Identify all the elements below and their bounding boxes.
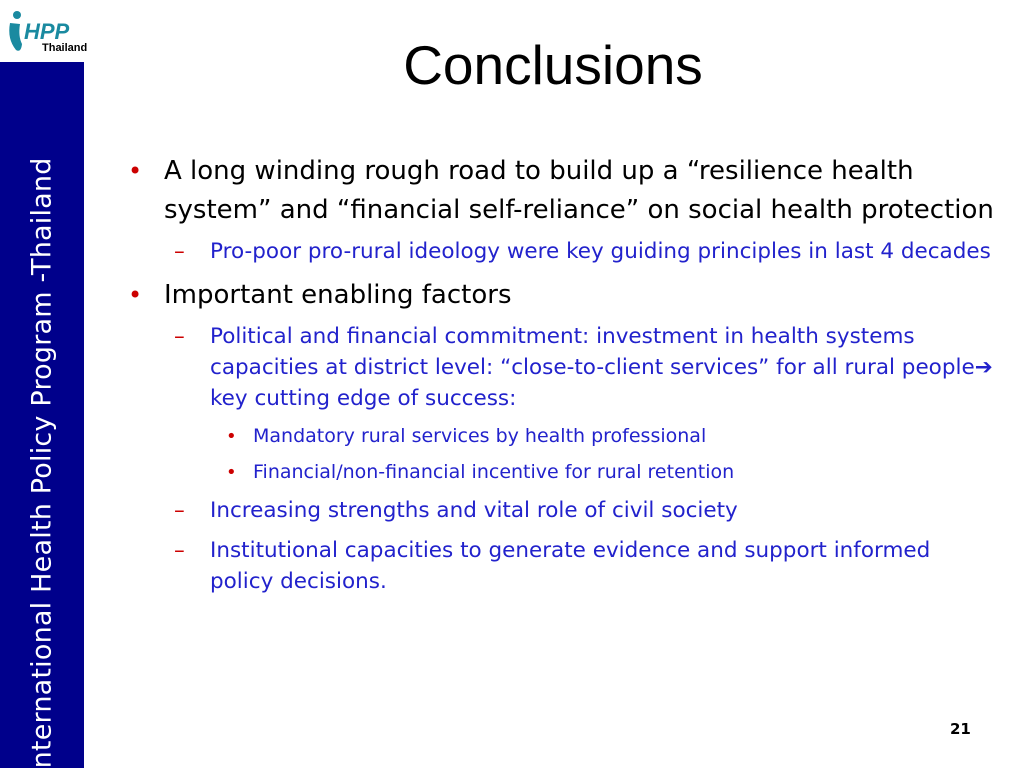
sub-bullet-item	[174, 321, 998, 414]
dash-marker: –	[174, 324, 185, 349]
dash-marker: –	[174, 239, 185, 264]
bullet-marker: •	[226, 462, 237, 483]
logo-subtext: Thailand	[42, 42, 88, 54]
bullet-item	[128, 276, 998, 315]
logo-graphic	[4, 6, 88, 58]
sidebar-band	[0, 62, 84, 777]
sub-bullet-item	[174, 236, 998, 267]
sub-bullet-text-after-arrow: key cutting edge of success:	[210, 386, 517, 411]
dash-marker: –	[174, 538, 185, 563]
sub-bullet-text: Pro-poor pro-rural ideology were key guiding principles in last 4 decades	[210, 239, 991, 264]
sub-bullet-text: Institutional capacities to generate evidence and support informed policy decisions.	[210, 538, 931, 594]
bullet-item	[128, 152, 998, 230]
sub-bullet-text: Increasing strengths and vital role of civil society	[210, 498, 738, 523]
bullet-text: Important enabling factors	[164, 280, 512, 310]
page-number: 21	[950, 720, 971, 738]
bullet-marker: •	[128, 157, 143, 185]
slide-content	[128, 152, 998, 606]
bullet-text: A long winding rough road to build up a “resilience health system” and “financial self-reliance” on social health protection	[164, 156, 994, 225]
dash-marker: –	[174, 498, 185, 523]
sub-bullet-text-before-arrow: Political and financial commitment: investment in health systems capacities at district level: “close-to-client services” for all rural people	[210, 324, 975, 380]
logo-text: HPP	[24, 19, 70, 44]
slide-title: Conclusions	[403, 34, 703, 96]
sub-bullet-item	[174, 495, 998, 526]
sub-sub-bullet-text: Mandatory rural services by health professional	[253, 425, 707, 447]
bullet-marker: •	[226, 426, 237, 447]
right-arrow-icon: ➔	[974, 355, 993, 380]
ihpp-logo	[4, 6, 88, 58]
sub-sub-bullet-item	[226, 423, 998, 450]
bullet-marker: •	[128, 281, 143, 309]
sidebar-org-name: International Health Policy Program -Thailand	[26, 157, 58, 777]
sub-bullet-item	[174, 535, 998, 597]
sub-sub-bullet-item	[226, 459, 998, 486]
sub-sub-bullet-text: Financial/non-financial incentive for rural retention	[253, 461, 735, 483]
